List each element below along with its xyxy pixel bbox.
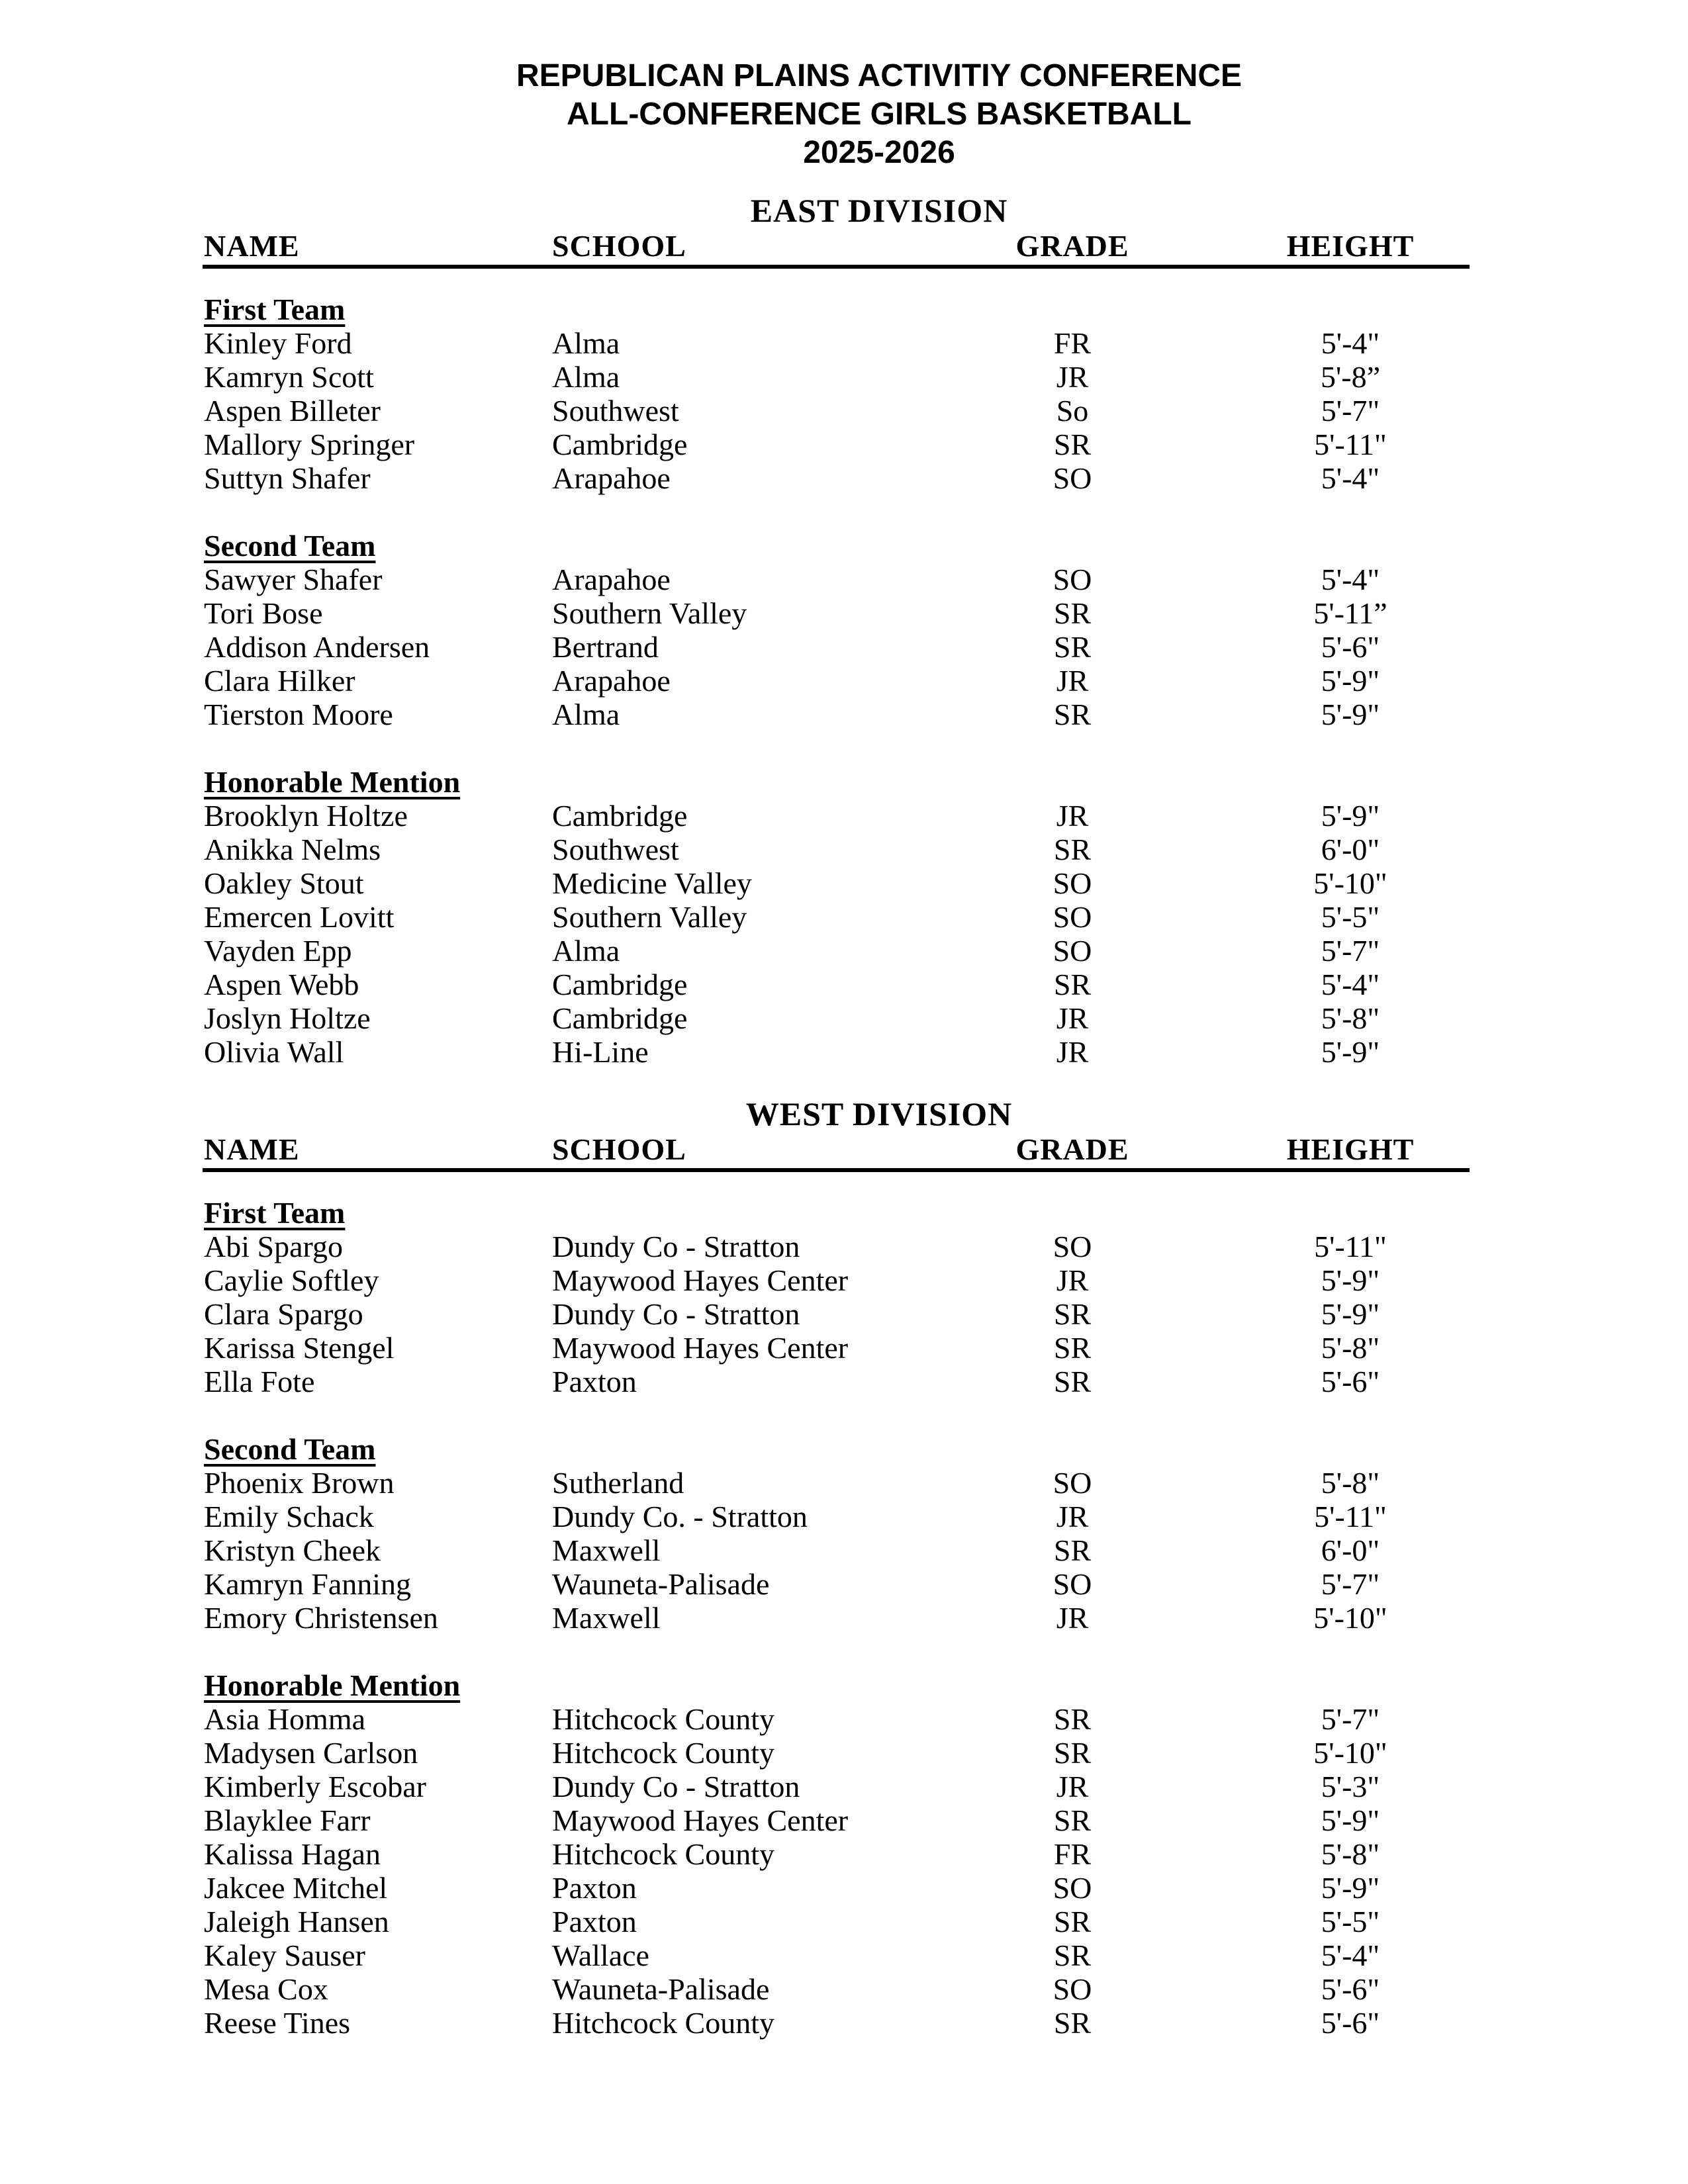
player-school: Dundy Co - Stratton — [552, 1770, 800, 1803]
player-height: 5'-3" — [1321, 1770, 1380, 1803]
player-grade: JR — [1056, 1035, 1089, 1069]
player-grade: SO — [1053, 900, 1092, 934]
player-grade: SO — [1053, 563, 1092, 596]
player-height: 5'-8" — [1321, 1001, 1380, 1035]
document-header — [0, 0, 1688, 172]
column-header-grade: GRADE — [1015, 229, 1129, 263]
player-height: 5'-5" — [1321, 1905, 1380, 1938]
player-school: Cambridge — [552, 428, 688, 461]
player-school: Paxton — [552, 1905, 637, 1938]
player-grade: SR — [1053, 1905, 1092, 1938]
division-sections — [0, 1196, 1688, 2040]
player-school: Dundy Co - Stratton — [552, 1297, 800, 1331]
player-school: Cambridge — [552, 1001, 688, 1035]
player-name: Reese Tines — [204, 2006, 351, 2040]
player-name: Brooklyn Holtze — [204, 799, 408, 833]
player-row — [0, 1001, 1688, 1035]
player-name: Emercen Lovitt — [204, 900, 395, 934]
player-grade: SR — [1053, 1331, 1092, 1365]
player-height: 5'-4" — [1321, 968, 1380, 1001]
player-grade: SR — [1053, 698, 1092, 731]
player-row — [0, 394, 1688, 428]
player-row — [0, 1500, 1688, 1533]
player-rows — [0, 1466, 1688, 1635]
player-school: Alma — [552, 934, 620, 968]
player-name: Mallory Springer — [204, 428, 415, 461]
player-name: Addison Andersen — [204, 630, 430, 664]
player-grade: SO — [1053, 461, 1092, 495]
team-section — [0, 1196, 1688, 1398]
team-section-heading-line — [0, 293, 1688, 326]
player-grade: SR — [1053, 1736, 1092, 1770]
player-height: 5'-6" — [1321, 630, 1380, 664]
team-section-heading-line — [0, 1196, 1688, 1230]
column-header-height: HEIGHT — [1286, 229, 1415, 263]
player-name: Kinley Ford — [204, 326, 352, 360]
player-name: Aspen Billeter — [204, 394, 381, 428]
player-school: Wauneta-Palisade — [552, 1972, 770, 2006]
player-row — [0, 799, 1688, 833]
player-row — [0, 833, 1688, 866]
player-height: 5'-4" — [1321, 1938, 1380, 1972]
team-section-heading-line — [0, 1432, 1688, 1466]
player-name: Emily Schack — [204, 1500, 374, 1533]
player-school: Southern Valley — [552, 900, 747, 934]
player-school: Maywood Hayes Center — [552, 1803, 849, 1837]
player-school: Sutherland — [552, 1466, 684, 1500]
player-grade: SO — [1053, 1466, 1092, 1500]
player-row — [0, 428, 1688, 461]
player-name: Aspen Webb — [204, 968, 359, 1001]
player-height: 5'-6" — [1321, 1365, 1380, 1398]
player-school: Maxwell — [552, 1533, 661, 1567]
player-row — [0, 326, 1688, 360]
player-row — [0, 2006, 1688, 2040]
player-grade: SO — [1053, 1567, 1092, 1601]
player-row — [0, 1905, 1688, 1938]
player-height: 5'-7" — [1321, 1567, 1380, 1601]
player-row — [0, 1938, 1688, 1972]
player-row — [0, 1230, 1688, 1263]
player-school: Hitchcock County — [552, 2006, 774, 2040]
player-row — [0, 1331, 1688, 1365]
player-name: Caylie Softley — [204, 1263, 379, 1297]
player-rows — [0, 799, 1688, 1069]
player-school: Arapahoe — [552, 563, 671, 596]
player-height: 5'-11" — [1314, 428, 1387, 461]
player-school: Bertrand — [552, 630, 659, 664]
player-name: Emory Christensen — [204, 1601, 438, 1635]
player-name: Phoenix Brown — [204, 1466, 395, 1500]
column-headers-row — [0, 1132, 1688, 1166]
player-name: Clara Spargo — [204, 1297, 363, 1331]
column-header-grade: GRADE — [1015, 1132, 1129, 1166]
player-height: 5'-8" — [1321, 1331, 1380, 1365]
player-height: 5'-11" — [1314, 1500, 1387, 1533]
player-height: 5'-10" — [1313, 1736, 1387, 1770]
player-height: 5'-7" — [1321, 394, 1380, 428]
player-row — [0, 698, 1688, 731]
column-header-height: HEIGHT — [1286, 1132, 1415, 1166]
player-grade: JR — [1056, 1770, 1089, 1803]
player-school: Arapahoe — [552, 461, 671, 495]
division-title: EAST DIVISION — [750, 192, 1008, 229]
player-height: 5'-5" — [1321, 900, 1380, 934]
header-rule — [203, 1168, 1470, 1172]
player-height: 5'-8" — [1321, 1466, 1380, 1500]
player-name: Sawyer Shafer — [204, 563, 383, 596]
player-school: Maywood Hayes Center — [552, 1331, 849, 1365]
division-sections — [0, 293, 1688, 1069]
player-school: Dundy Co - Stratton — [552, 1230, 800, 1263]
player-grade: SO — [1053, 866, 1092, 900]
season-years: 2025-2026 — [803, 135, 955, 170]
player-grade: SR — [1053, 1365, 1092, 1398]
team-section — [0, 765, 1688, 1069]
player-grade: SR — [1053, 596, 1092, 630]
player-grade: SR — [1053, 968, 1092, 1001]
player-grade: SO — [1053, 934, 1092, 968]
division-title: WEST DIVISION — [745, 1095, 1013, 1132]
player-school: Hitchcock County — [552, 1837, 774, 1871]
player-height: 5'-9" — [1321, 799, 1380, 833]
team-section-heading-line — [0, 765, 1688, 799]
player-rows — [0, 563, 1688, 731]
player-name: Olivia Wall — [204, 1035, 344, 1069]
player-name: Asia Homma — [204, 1702, 366, 1736]
player-school: Cambridge — [552, 799, 688, 833]
player-school: Alma — [552, 360, 620, 394]
player-grade: JR — [1056, 1500, 1089, 1533]
player-school: Hitchcock County — [552, 1702, 774, 1736]
player-name: Karissa Stengel — [204, 1331, 395, 1365]
player-row — [0, 360, 1688, 394]
player-row — [0, 461, 1688, 495]
player-grade: JR — [1056, 1263, 1089, 1297]
player-row — [0, 1770, 1688, 1803]
player-height: 5'-4" — [1321, 563, 1380, 596]
player-grade: SO — [1053, 1230, 1092, 1263]
player-rows — [0, 1230, 1688, 1398]
player-row — [0, 1533, 1688, 1567]
player-school: Alma — [552, 326, 620, 360]
player-grade: SR — [1053, 428, 1092, 461]
player-height: 5'-10" — [1313, 866, 1387, 900]
header-rule — [203, 265, 1470, 269]
player-grade: JR — [1056, 799, 1089, 833]
team-section-label: Second Team — [204, 1432, 376, 1466]
player-grade: SR — [1053, 1938, 1092, 1972]
player-school: Dundy Co. - Stratton — [552, 1500, 808, 1533]
player-grade: SO — [1053, 1972, 1092, 2006]
player-height: 5'-9" — [1321, 1297, 1380, 1331]
player-grade: JR — [1056, 1001, 1089, 1035]
player-name: Vayden Epp — [204, 934, 352, 968]
player-name: Mesa Cox — [204, 1972, 328, 2006]
player-name: Kamryn Fanning — [204, 1567, 412, 1601]
player-grade: So — [1056, 394, 1089, 428]
player-height: 5'-4" — [1321, 461, 1380, 495]
player-row — [0, 1601, 1688, 1635]
document-subtitle: ALL-CONFERENCE GIRLS BASKETBALL — [567, 97, 1192, 132]
player-row — [0, 664, 1688, 698]
player-name: Kristyn Cheek — [204, 1533, 381, 1567]
player-rows — [0, 326, 1688, 495]
player-height: 5'-9" — [1321, 1035, 1380, 1069]
player-row — [0, 1297, 1688, 1331]
team-section-label: Second Team — [204, 529, 376, 563]
player-row — [0, 1702, 1688, 1736]
team-section — [0, 529, 1688, 731]
player-height: 5'-9" — [1321, 1263, 1380, 1297]
player-name: Anikka Nelms — [204, 833, 381, 866]
player-height: 5'-6" — [1321, 2006, 1380, 2040]
player-grade: SO — [1053, 1871, 1092, 1905]
player-row — [0, 934, 1688, 968]
player-name: Abi Spargo — [204, 1230, 343, 1263]
player-row — [0, 1803, 1688, 1837]
player-row — [0, 1567, 1688, 1601]
conference-title: REPUBLICAN PLAINS ACTIVITIY CONFERENCE — [516, 58, 1243, 93]
player-grade: SR — [1053, 630, 1092, 664]
player-name: Clara Hilker — [204, 664, 355, 698]
player-row — [0, 1035, 1688, 1069]
player-row — [0, 1972, 1688, 2006]
player-height: 5'-9" — [1321, 698, 1380, 731]
player-grade: SR — [1053, 1297, 1092, 1331]
player-row — [0, 1837, 1688, 1871]
player-row — [0, 1871, 1688, 1905]
player-school: Wallace — [552, 1938, 649, 1972]
player-school: Wauneta-Palisade — [552, 1567, 770, 1601]
player-grade: JR — [1056, 1601, 1089, 1635]
player-row — [0, 630, 1688, 664]
player-rows — [0, 1702, 1688, 2040]
player-name: Kamryn Scott — [204, 360, 374, 394]
player-school: Southwest — [552, 833, 679, 866]
team-section-label: First Team — [204, 1196, 346, 1230]
player-grade: SR — [1053, 1533, 1092, 1567]
player-school: Paxton — [552, 1871, 637, 1905]
player-name: Kimberly Escobar — [204, 1770, 426, 1803]
player-row — [0, 1263, 1688, 1297]
player-grade: FR — [1053, 326, 1092, 360]
player-grade: SR — [1053, 1702, 1092, 1736]
player-name: Oakley Stout — [204, 866, 364, 900]
player-name: Kalissa Hagan — [204, 1837, 381, 1871]
player-row — [0, 866, 1688, 900]
player-school: Alma — [552, 698, 620, 731]
player-school: Southwest — [552, 394, 679, 428]
column-header-name: NAME — [204, 1132, 300, 1166]
team-section-heading-line — [0, 1668, 1688, 1702]
column-header-school: SCHOOL — [552, 229, 686, 263]
team-section-heading-line — [0, 529, 1688, 563]
player-name: Jakcee Mitchel — [204, 1871, 388, 1905]
player-school: Maywood Hayes Center — [552, 1263, 849, 1297]
player-row — [0, 900, 1688, 934]
player-name: Blayklee Farr — [204, 1803, 371, 1837]
player-grade: FR — [1053, 1837, 1092, 1871]
player-row — [0, 1736, 1688, 1770]
player-height: 5'-4" — [1321, 326, 1380, 360]
player-school: Medicine Valley — [552, 866, 752, 900]
player-grade: SR — [1053, 1803, 1092, 1837]
player-row — [0, 563, 1688, 596]
player-height: 5'-9" — [1321, 664, 1380, 698]
division-section — [0, 1095, 1688, 2040]
player-name: Tori Bose — [204, 596, 323, 630]
player-grade: JR — [1056, 664, 1089, 698]
player-name: Ella Fote — [204, 1365, 315, 1398]
player-grade: JR — [1056, 360, 1089, 394]
player-name: Joslyn Holtze — [204, 1001, 371, 1035]
player-height: 5'-11” — [1313, 596, 1387, 630]
team-section — [0, 1668, 1688, 2040]
player-school: Hitchcock County — [552, 1736, 774, 1770]
player-row — [0, 1466, 1688, 1500]
player-height: 5'-10" — [1313, 1601, 1387, 1635]
player-height: 5'-9" — [1321, 1803, 1380, 1837]
divisions-container — [0, 192, 1688, 2040]
player-school: Arapahoe — [552, 664, 671, 698]
team-section-label: First Team — [204, 293, 346, 326]
player-height: 5'-8" — [1321, 1837, 1380, 1871]
player-row — [0, 1365, 1688, 1398]
column-header-school: SCHOOL — [552, 1132, 686, 1166]
team-section-label: Honorable Mention — [204, 1668, 461, 1702]
player-name: Madysen Carlson — [204, 1736, 418, 1770]
player-row — [0, 596, 1688, 630]
player-school: Southern Valley — [552, 596, 747, 630]
player-school: Maxwell — [552, 1601, 661, 1635]
player-row — [0, 968, 1688, 1001]
player-name: Kaley Sauser — [204, 1938, 365, 1972]
player-name: Jaleigh Hansen — [204, 1905, 389, 1938]
player-height: 5'-8” — [1320, 360, 1381, 394]
player-grade: SR — [1053, 833, 1092, 866]
player-height: 5'-7" — [1321, 1702, 1380, 1736]
player-height: 5'-6" — [1321, 1972, 1380, 2006]
team-section-label: Honorable Mention — [204, 765, 461, 799]
player-name: Tierston Moore — [204, 698, 393, 731]
player-school: Cambridge — [552, 968, 688, 1001]
team-section — [0, 293, 1688, 495]
player-school: Hi-Line — [552, 1035, 649, 1069]
player-height: 5'-9" — [1321, 1871, 1380, 1905]
team-section — [0, 1432, 1688, 1635]
column-headers-row — [0, 229, 1688, 263]
player-school: Paxton — [552, 1365, 637, 1398]
player-height: 5'-7" — [1321, 934, 1380, 968]
player-name: Suttyn Shafer — [204, 461, 371, 495]
division-section — [0, 192, 1688, 1069]
player-height: 6'-0" — [1321, 1533, 1380, 1567]
player-height: 6'-0" — [1321, 833, 1380, 866]
player-height: 5'-11" — [1314, 1230, 1387, 1263]
column-header-name: NAME — [204, 229, 300, 263]
player-grade: SR — [1053, 2006, 1092, 2040]
